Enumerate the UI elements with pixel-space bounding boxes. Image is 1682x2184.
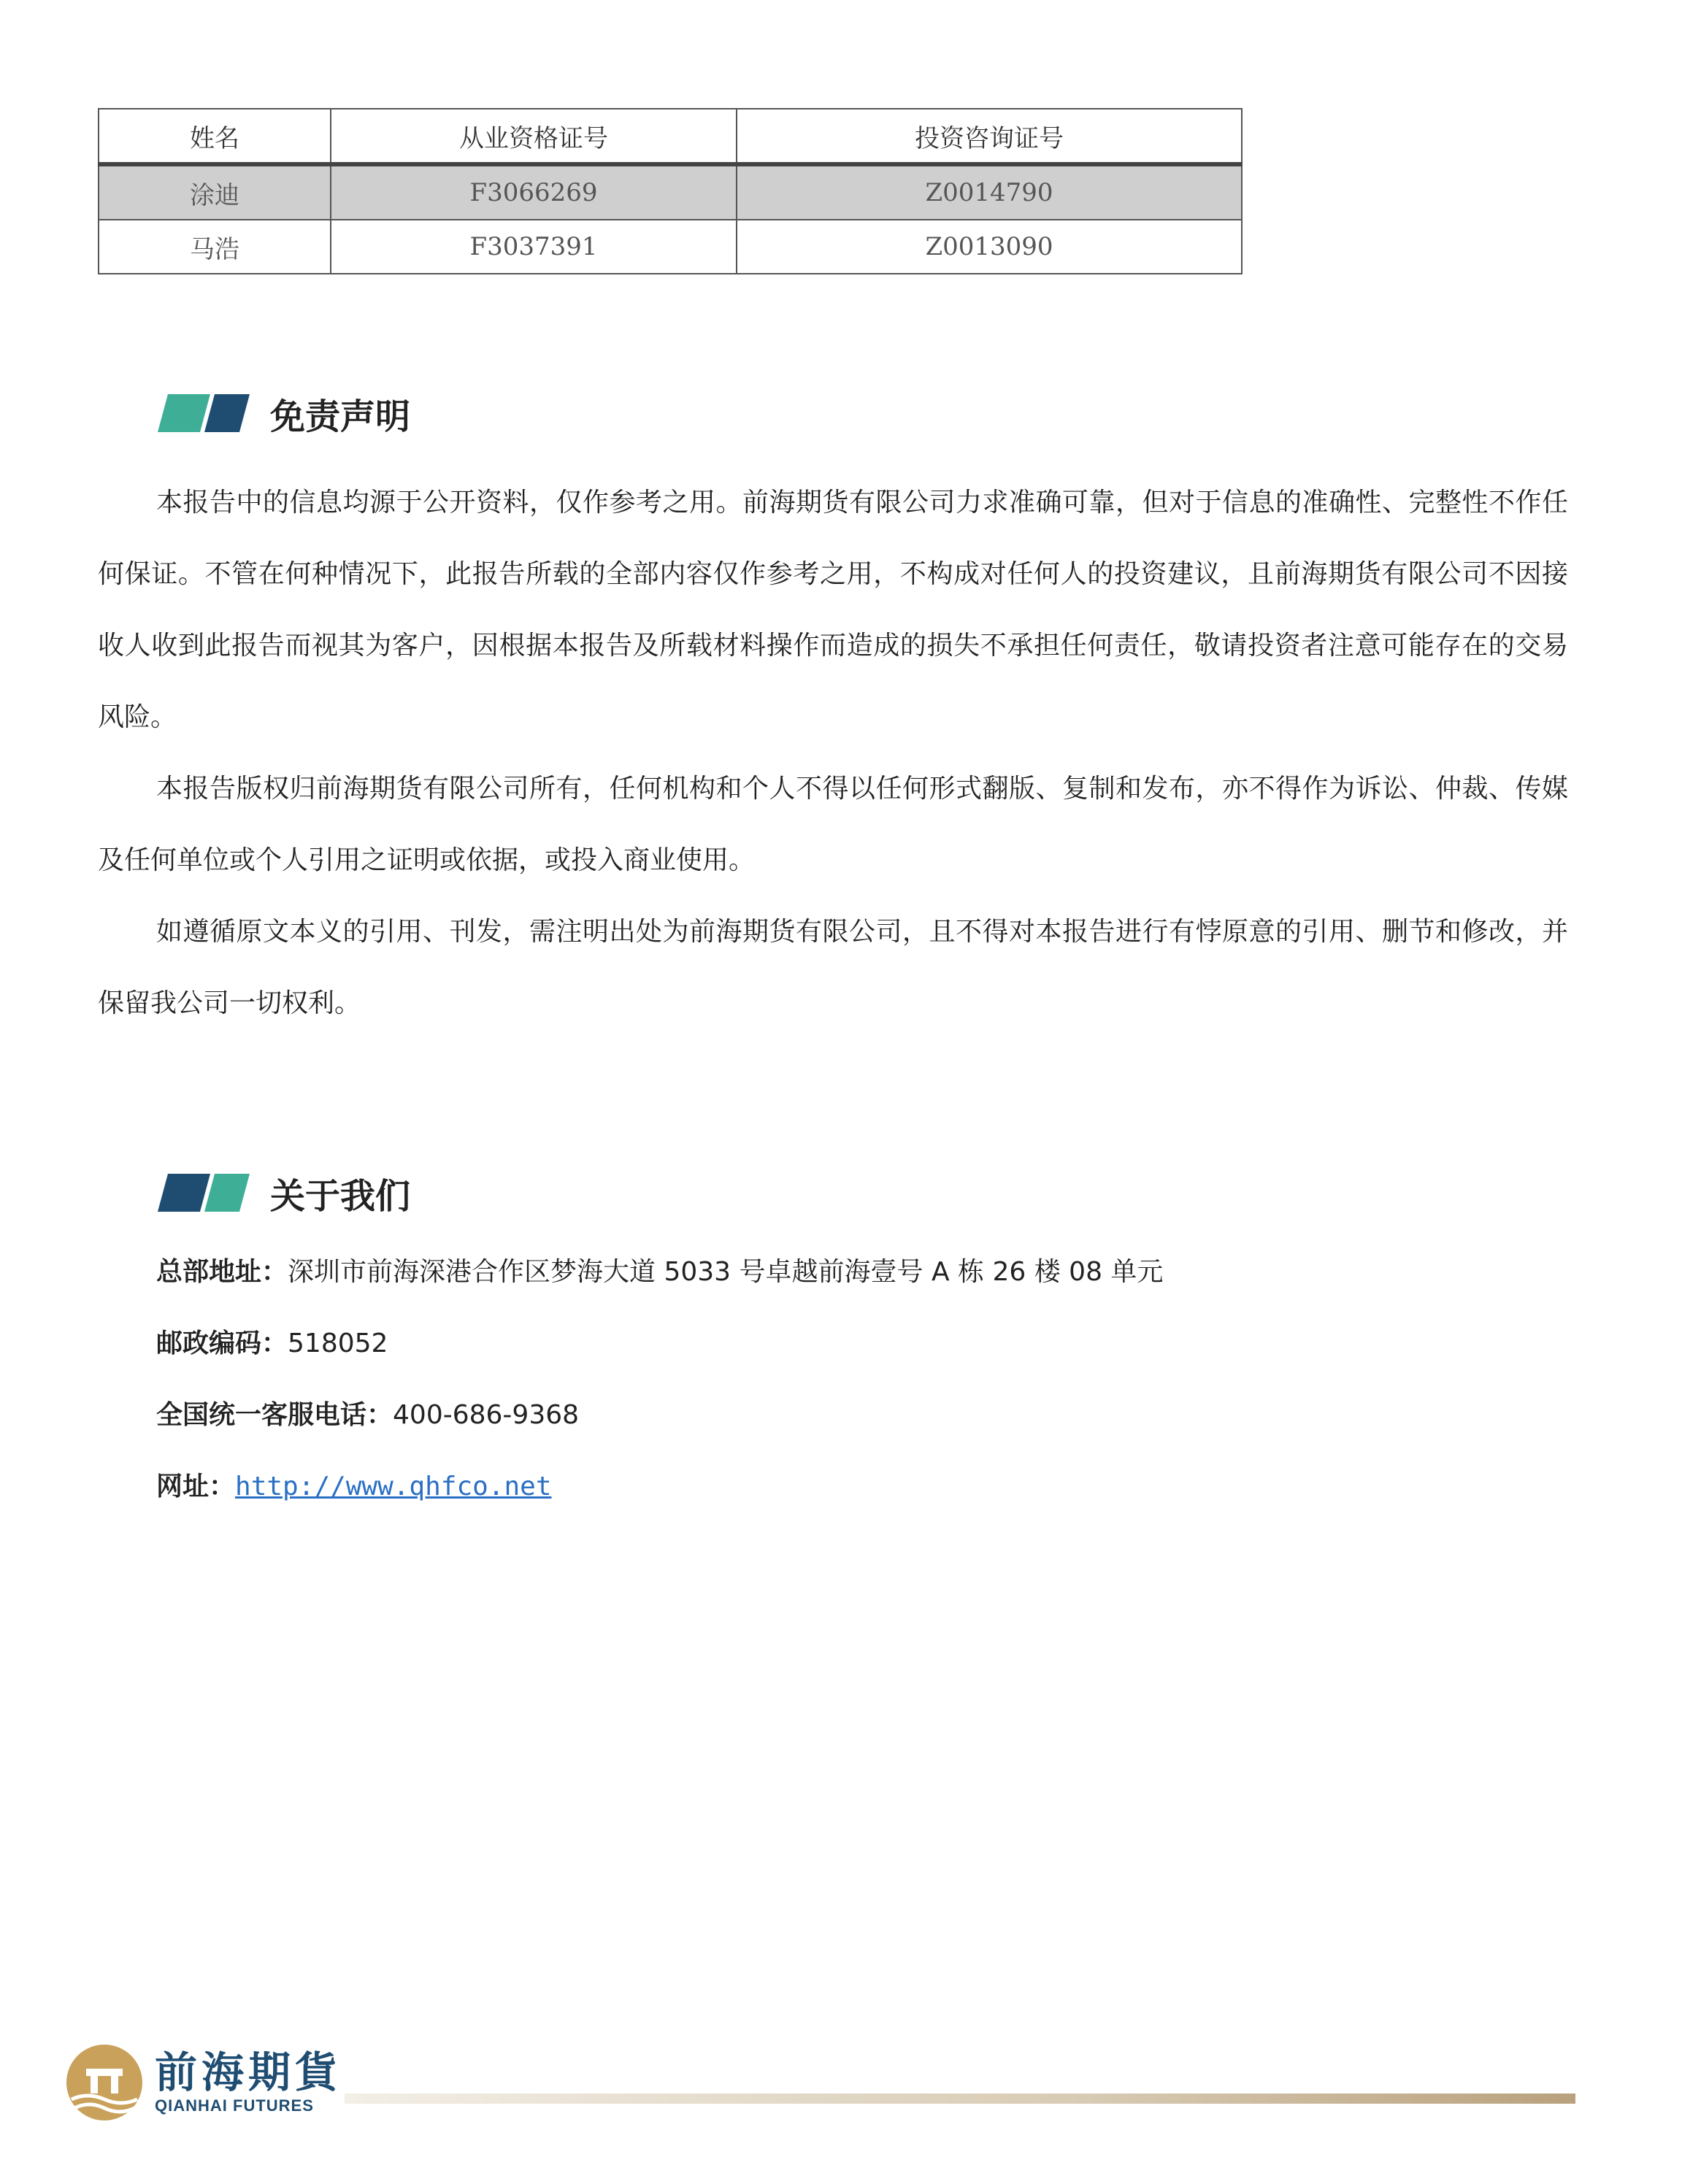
logo-english-name: QIANHAI FUTURES: [155, 2096, 314, 2115]
header-name: 姓名: [99, 109, 331, 164]
address-label: 总部地址：: [156, 1257, 288, 1287]
address-row: [156, 1244, 1543, 1315]
cell-advisory-cert: Z0013090: [737, 220, 1242, 274]
website-row: [156, 1458, 1543, 1530]
disclaimer-paragraph: 本报告中的信息均源于公开资料，仅作参考之用。前海期货有限公司力求准确可靠，但对于信息的准确性、完整性不作任何保证。不管在何种情况下，此报告所载的全部内容仅作参考之用，不构成对任何人的投资建议，且前海期货有限公司不因接收人收到此报告而视其为客户，因根据本报告及所载材料操作而造成的损失不承担任何责任，敬请投资者注意可能存在的交易风险。: [98, 488, 1568, 732]
postcode-label: 邮政编码：: [156, 1329, 288, 1358]
parallelogram-bars-icon: [158, 1172, 250, 1213]
cell-advisory-cert: Z0014790: [737, 164, 1242, 220]
disclaimer-paragraph: 本报告版权归前海期货有限公司所有，任何机构和个人不得以任何形式翻版、复制和发布，亦不得作为诉讼、仲裁、传媒及任何单位或个人引用之证明或依据，或投入商业使用。: [98, 774, 1568, 875]
header-advisory-cert: 投资咨询证号: [737, 109, 1242, 164]
parallelogram-bars-icon: [158, 393, 250, 434]
hotline-row: [156, 1387, 1543, 1458]
contact-info: [156, 1244, 1543, 1530]
table-row: [99, 220, 1242, 274]
about-title: 关于我们: [270, 1175, 411, 1217]
company-emblem-icon: [64, 2042, 145, 2123]
cell-practice-cert: F3037391: [331, 220, 737, 274]
address-value: 深圳市前海深港合作区梦海大道 5033 号卓越前海壹号 A 栋 26 楼 08 单元: [288, 1257, 1164, 1287]
logo-chinese-name: 前海期貨: [155, 2048, 342, 2097]
postcode-value: 518052: [288, 1329, 388, 1358]
hotline-label: 全国统一客服电话：: [156, 1400, 393, 1430]
disclaimer-title: 免责声明: [270, 396, 411, 437]
footer-divider: [345, 2093, 1575, 2104]
table-row: [99, 164, 1242, 220]
disclaimer-body: [98, 467, 1568, 1039]
postcode-row: [156, 1315, 1543, 1387]
cell-name: 马浩: [99, 220, 331, 274]
about-heading: [158, 1171, 410, 1215]
website-label: 网址：: [156, 1472, 236, 1502]
cell-name: 涂迪: [99, 164, 331, 220]
disclaimer-paragraph: 如遵循原文本义的引用、刊发，需注明出处为前海期货有限公司，且不得对本报告进行有悖原意的引用、删节和修改，并保留我公司一切权利。: [98, 917, 1568, 1018]
table-header-row: [99, 109, 1242, 164]
header-practice-cert: 从业资格证号: [331, 109, 737, 164]
website-link[interactable]: http://www.qhfco.net: [235, 1472, 552, 1502]
hotline-value: 400-686-9368: [393, 1400, 580, 1430]
qualification-table: [98, 108, 1243, 274]
disclaimer-heading: [158, 391, 410, 435]
company-logo: [64, 2042, 342, 2123]
cell-practice-cert: F3066269: [331, 164, 737, 220]
